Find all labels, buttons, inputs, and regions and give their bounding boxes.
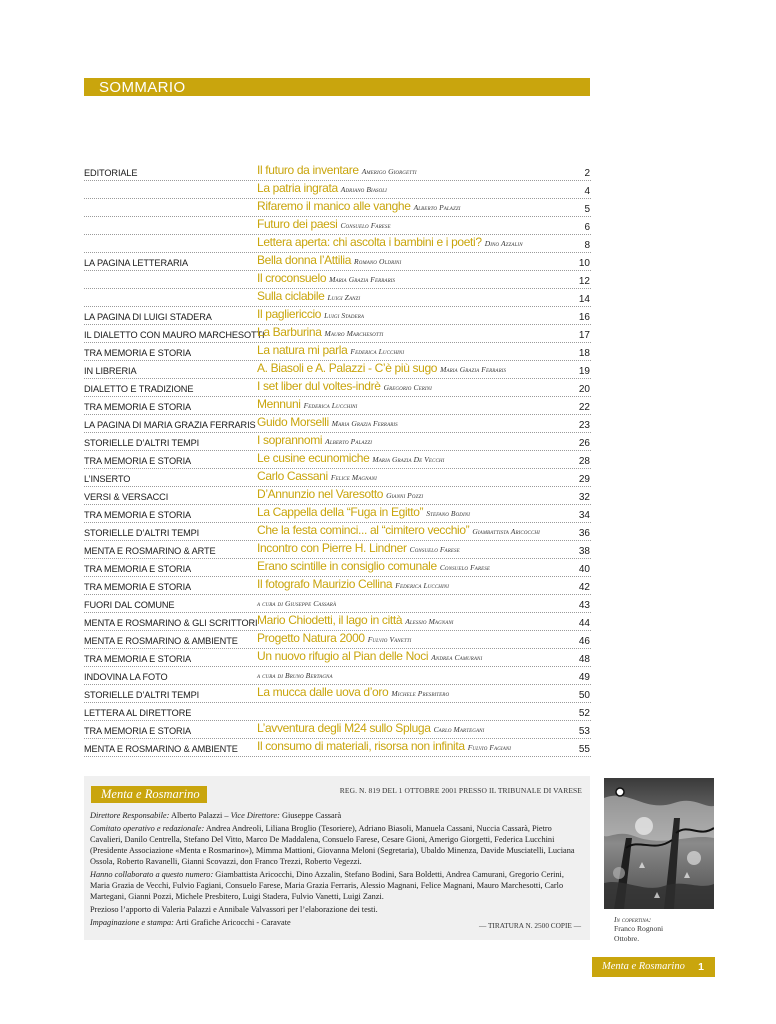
toc-author: Carlo Martegani	[433, 725, 485, 734]
toc-article	[257, 611, 454, 629]
toc-section: MENTA E ROSMARINO & AMBIENTE	[84, 636, 238, 646]
toc-page-number: 46	[578, 636, 590, 647]
toc-page-number: 8	[584, 240, 590, 251]
magazine-name: Menta e Rosmarino	[101, 787, 200, 801]
toc-title: Il croconsuelo	[257, 271, 327, 285]
toc-page-number: 6	[584, 222, 590, 233]
toc-article	[257, 521, 540, 539]
toc-article	[257, 377, 432, 395]
toc-article	[257, 575, 449, 593]
toc-article	[257, 449, 444, 467]
toc-article	[257, 431, 372, 449]
toc-author: Federica Lucchini	[350, 347, 405, 356]
table-of-contents	[84, 163, 591, 757]
toc-page-number: 28	[578, 456, 590, 467]
toc-page-number: 48	[578, 654, 590, 665]
toc-page-number: 55	[578, 744, 590, 755]
toc-article	[257, 665, 333, 683]
toc-article	[257, 413, 398, 431]
toc-page-number: 53	[578, 726, 590, 737]
toc-article	[257, 251, 401, 269]
toc-article	[257, 503, 470, 521]
toc-section: TRA MEMORIA E STORIA	[84, 564, 192, 574]
toc-page-number: 50	[578, 690, 590, 701]
toc-section: DIALETTO E TRADIZIONE	[84, 384, 194, 394]
toc-title: La Cappella della “Fuga in Egitto”	[257, 505, 424, 519]
toc-page-number: 40	[578, 564, 590, 575]
toc-page-number: 17	[578, 330, 590, 341]
cover-caption-label: In copertina:	[614, 915, 652, 924]
toc-page-number: 18	[578, 348, 590, 359]
toc-page-number: 36	[578, 528, 590, 539]
toc-section: STORIELLE D’ALTRI TEMPI	[84, 438, 200, 448]
toc-page-number: 2	[584, 168, 590, 179]
toc-article	[257, 719, 484, 737]
toc-article	[257, 161, 417, 179]
toc-article	[257, 593, 336, 611]
sommario-header	[84, 78, 590, 96]
director-line: Direttore Responsabile: Alberto Palazzi – Vice Direttore: Giuseppe Cassarà	[90, 811, 342, 820]
toc-title: Guido Morselli	[257, 415, 329, 429]
toc-title: Rifaremo il manico alle vanghe	[257, 199, 411, 213]
toc-row	[84, 739, 591, 757]
toc-section: MENTA E ROSMARINO & ARTE	[84, 546, 216, 556]
toc-author: Federica Lucchini	[303, 401, 358, 410]
toc-page-number: 23	[578, 420, 590, 431]
toc-author: a cura di Bruno Bertagna	[257, 671, 333, 680]
toc-author: a cura di Giuseppe Cassarà	[257, 599, 337, 608]
toc-author: Dino Azzalin	[484, 239, 523, 248]
toc-page-number: 49	[578, 672, 590, 683]
toc-title: Che la festa cominci... al “cimitero vecchio”	[257, 523, 470, 537]
toc-title: Il fotografo Maurizio Cellina	[257, 577, 393, 591]
toc-author: Alberto Palazzi	[325, 437, 373, 446]
page-footer	[592, 957, 715, 977]
toc-section: LA PAGINA DI LUIGI STADERA	[84, 312, 212, 322]
toc-page-number: 4	[584, 186, 590, 197]
cover-caption	[614, 915, 663, 943]
toc-page-number: 20	[578, 384, 590, 395]
toc-title: Il futuro da inventare	[257, 163, 359, 177]
toc-author: Michele Presbitero	[391, 689, 450, 698]
toc-author: Maria Grazia De Vecchi	[372, 455, 445, 464]
contributors-line: Hanno collaborato a questo numero: Giambattista Aricocchi, Dino Azzalin, Stefano Bodini, Sara Boldetti, Andrea Camurani, Gregorio Cerini, Maria Grazia de Vecchi, Fulvio Fagiani, Consuelo Farese, Maria Grazia Ferraris, Alessio Magnani, Felice Magnani, Mauro Marchesotti, Carlo Martegani, Gianni Pozzi, Michele Presbitero, Luigi Stadera, Fulvio Vanetti, Luigi Zanzi.	[90, 870, 564, 902]
toc-page-number: 29	[578, 474, 590, 485]
toc-article	[257, 215, 391, 233]
toc-article	[257, 197, 461, 215]
toc-article	[257, 287, 360, 305]
toc-row	[84, 649, 591, 667]
toc-section: L’INSERTO	[84, 474, 131, 484]
toc-author: Consuelo Farese	[439, 563, 491, 572]
toc-section: TRA MEMORIA E STORIA	[84, 456, 192, 466]
toc-title: Mennuni	[257, 397, 301, 411]
registration-notice: REG. N. 819 DEL 1 OTTOBRE 2001 PRESSO IL TRIBUNALE DI VARESE	[339, 786, 582, 795]
toc-page-number: 34	[578, 510, 590, 521]
credits	[90, 810, 584, 930]
toc-section: IL DIALETTO CON MAURO MARCHESOTTI	[84, 330, 265, 340]
toc-section: TRA MEMORIA E STORIA	[84, 654, 192, 664]
toc-page-number: 22	[578, 402, 590, 413]
toc-section: LA PAGINA DI MARIA GRAZIA FERRARIS	[84, 420, 256, 430]
toc-title: Erano scintille in consiglio comunale	[257, 559, 437, 573]
print-run: — TIRATURA N. 2500 COPIE —	[478, 921, 581, 930]
toc-page-number: 44	[578, 618, 590, 629]
toc-page-number: 19	[578, 366, 590, 377]
toc-row	[84, 685, 591, 703]
toc-page-number: 14	[578, 294, 590, 305]
toc-title: Il pagliericcio	[257, 307, 322, 321]
toc-row	[84, 577, 591, 595]
toc-article	[257, 305, 364, 323]
toc-title: I set liber dul voltes-indrè	[257, 379, 381, 393]
toc-section: INDOVINA LA FOTO	[84, 672, 168, 682]
toc-article	[257, 233, 523, 251]
toc-article	[257, 269, 395, 287]
colophon-box	[84, 776, 590, 940]
toc-title: Sulla ciclabile	[257, 289, 325, 303]
toc-section: LA PAGINA LETTERARIA	[84, 258, 189, 268]
toc-author: Amerigo Giorgetti	[361, 167, 417, 176]
toc-section: TRA MEMORIA E STORIA	[84, 510, 192, 520]
toc-title: La patria ingrata	[257, 181, 338, 195]
toc-author: Adriano Biasoli	[340, 185, 387, 194]
toc-page-number: 42	[578, 582, 590, 593]
toc-author: Mauro Marchesotti	[324, 329, 384, 338]
toc-article	[257, 341, 404, 359]
page-number: 1	[698, 961, 704, 973]
toc-article	[257, 557, 490, 575]
toc-section: FUORI DAL COMUNE	[84, 600, 175, 610]
toc-author: Andrea Camurani	[431, 653, 483, 662]
printer-line: Impaginazione e stampa: Arti Grafiche Aricocchi - Caravate	[90, 917, 291, 927]
toc-author: Alessio Magnani	[405, 617, 454, 626]
toc-author: Stefano Bodini	[426, 509, 470, 518]
cover-artwork	[604, 778, 714, 909]
toc-section: TRA MEMORIA E STORIA	[84, 726, 192, 736]
toc-page-number: 10	[578, 258, 590, 269]
toc-title: Bella donna l’Attilia	[257, 253, 352, 267]
toc-author: Maria Grazia Ferraris	[440, 365, 507, 374]
toc-section: MENTA E ROSMARINO & GLI SCRITTORI	[84, 618, 258, 628]
toc-section: IN LIBRERIA	[84, 366, 137, 376]
toc-author: Fulvio Vanetti	[367, 635, 412, 644]
toc-article	[257, 647, 482, 665]
toc-page-number: 52	[578, 708, 590, 719]
toc-title: D’Annunzio nel Varesotto	[257, 487, 384, 501]
cover-title: Ottobre.	[614, 933, 640, 943]
toc-article	[257, 467, 377, 485]
toc-article	[257, 359, 506, 377]
toc-article	[257, 629, 411, 647]
toc-author: Federica Lucchini	[395, 581, 449, 590]
toc-article	[257, 683, 449, 701]
toc-section: TRA MEMORIA E STORIA	[84, 402, 192, 412]
toc-title: La Barburina	[257, 325, 322, 339]
toc-page-number: 12	[578, 276, 590, 287]
magazine-name-tab	[91, 786, 207, 803]
toc-article	[257, 737, 511, 755]
toc-page-number: 43	[578, 600, 590, 611]
toc-author: Gianni Pozzi	[386, 491, 424, 500]
toc-section: TRA MEMORIA E STORIA	[84, 348, 192, 358]
committee-line: Comitato operativo e redazionale: Andrea Andreoli, Liliana Broglio (Tesoriere), Adriano Biasoli, Manuela Cassani, Nuccia Cassarà, Pietro Cavalieri, Danilo Centrella, Stefano Del Vitto, Marco De Maddalena, Consuelo Farese, Cesare Gioni, Amerigo Giorgetti, Federica Lucchini (Presidente Associazione «Menta e Rosmarino»), Mimma Mattioni, Giovanna Meloni (Segretaria), Ubaldo Minenza, Davide Musciatelli, Luciana Ossola, Roberto Ravanelli, Gianni Scovazzi, don Franco Trezzi, Roberto Vegezzi.	[90, 823, 575, 867]
toc-author: Gregorio Cerini	[383, 383, 432, 392]
toc-section: TRA MEMORIA E STORIA	[84, 582, 192, 592]
toc-article	[257, 179, 387, 197]
toc-title: I soprannomi	[257, 433, 323, 447]
toc-page-number: 38	[578, 546, 590, 557]
page-title: SOMMARIO	[99, 79, 186, 96]
toc-title: Mario Chiodetti, il lago in città	[257, 613, 403, 627]
toc-title: Incontro con Pierre H. Lindner	[257, 541, 407, 555]
cover-image	[604, 778, 714, 909]
footer-magazine-name: Menta e Rosmarino	[602, 961, 685, 972]
toc-page-number: 5	[584, 204, 590, 215]
toc-page-number: 32	[578, 492, 590, 503]
toc-section: LETTERA AL DIRETTORE	[84, 708, 192, 718]
toc-author: Romano Oldrini	[354, 257, 402, 266]
toc-author: Luigi Zanzi	[327, 293, 361, 302]
toc-title: Un nuovo rifugio al Pian delle Noci	[257, 649, 429, 663]
toc-title: La mucca dalle uova d’oro	[257, 685, 389, 699]
toc-author: Consuelo Farese	[340, 221, 391, 230]
toc-author: Fulvio Fagiani	[467, 743, 512, 752]
toc-title: L’avventura degli M24 sullo Spluga	[257, 721, 431, 735]
toc-page-number: 16	[578, 312, 590, 323]
toc-section: VERSI & VERSACCI	[84, 492, 169, 502]
toc-author: Maria Grazia Ferraris	[331, 419, 398, 428]
toc-page-number: 26	[578, 438, 590, 449]
toc-author: Felice Magnani	[330, 473, 377, 482]
cover-artist: Franco Rognoni	[614, 924, 664, 934]
toc-title: A. Biasoli e A. Palazzi - C’è più sugo	[257, 361, 438, 375]
toc-author: Maria Grazia Ferraris	[329, 275, 396, 284]
toc-section: STORIELLE D’ALTRI TEMPI	[84, 528, 200, 538]
toc-title: Lettera aperta: chi ascolta i bambini e i poeti?	[257, 235, 482, 249]
toc-title: Le cusine ecunomiche	[257, 451, 370, 465]
toc-author: Alberto Palazzi	[413, 203, 461, 212]
toc-article	[257, 323, 383, 341]
toc-title: Futuro dei paesi	[257, 217, 338, 231]
thanks-line: Prezioso l’apporto di Valeria Palazzi e Annibale Valvassori per l’elaborazione dei testi.	[90, 905, 378, 915]
toc-title: La natura mi parla	[257, 343, 348, 357]
toc-title: Progetto Natura 2000	[257, 631, 365, 645]
toc-author: Giambattista Aricocchi	[472, 527, 540, 536]
toc-article	[257, 395, 357, 413]
toc-article	[257, 485, 423, 503]
toc-author: Consuelo Farese	[409, 545, 460, 554]
toc-section: MENTA E ROSMARINO & AMBIENTE	[84, 744, 238, 754]
toc-title: Il consumo di materiali, risorsa non infinita	[257, 739, 465, 753]
toc-article	[257, 539, 460, 557]
toc-section: EDITORIALE	[84, 168, 138, 178]
toc-section: STORIELLE D’ALTRI TEMPI	[84, 690, 200, 700]
toc-title: Carlo Cassani	[257, 469, 328, 483]
toc-author: Luigi Stadera	[324, 311, 365, 320]
